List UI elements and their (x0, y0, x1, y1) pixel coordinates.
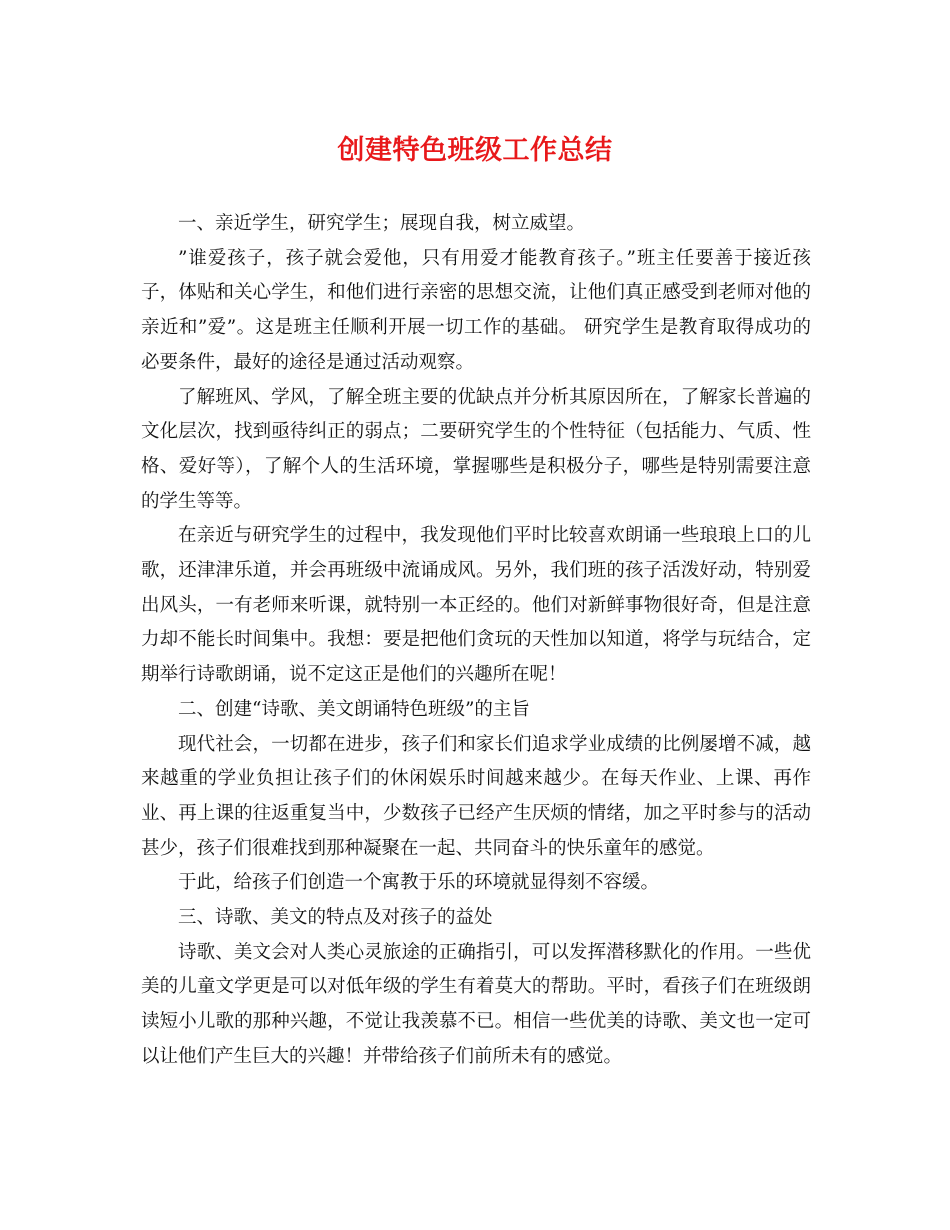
paragraph-section-3-heading: 三、诗歌、美文的特点及对孩子的益处 (178, 907, 493, 929)
document-title: 创建特色班级工作总结 (337, 135, 613, 166)
document-body (141, 207, 811, 1075)
paragraph: 于此，给孩子们创造一个寓教于乐的环境就显得刻不容缓。 (178, 872, 660, 894)
paragraph: 现代社会，一切都在进步，孩子们和家长们追求学业成绩的比例屡增不减，越来越重的学业负担让孩子们的休闲娱乐时间越来越少。在每天作业、上课、再作业、再上课的往返重复当中，少数孩子已经产生厌烦的情绪，加之平时参与的活动甚少，孩子们很难找到那种凝聚在一起、共同奋斗的快乐童年的感觉。 (141, 733, 811, 859)
paragraph-section-1-heading: 一、亲近学生，研究学生；展现自我，树立威望。 (178, 213, 586, 234)
paragraph: 在亲近与研究学生的过程中，我发现他们平时比较喜欢朗诵一些琅琅上口的儿歌，还津津乐道，并会再班级中流诵成风。另外，我们班的孩子活泼好动，特别爱出风头，一有老师来听课，就特别一本正经的。他们对新鲜事物很好奇，但是注意力却不能长时间集中。我想：要是把他们贪玩的天性加以知道，将学与玩结合，定期举行诗歌朗诵，说不定这正是他们的兴趣所在呢！ (141, 525, 811, 686)
paragraph: 诗歌、美文会对人类心灵旅途的正确指引，可以发挥潜移默化的作用。一些优美的儿童文学更是可以对低年级的学生有着莫大的帮助。平时，看孩子们在班级朗读短小儿歌的那种兴趣，不觉让我羡慕不已。相信一些优美的诗歌、美文也一定可以让他们产生巨大的兴趣！并带给孩子们前所未有的感觉。 (141, 941, 811, 1067)
paragraph: ”谁爱孩子，孩子就会爱他，只有用爱才能教育孩子。”班主任要善于接近孩子，体贴和关心学生，和他们进行亲密的思想交流，让他们真正感受到老师对他的亲近和”爱”。这是班主任顺利开展一切工作的基础。 研究学生是教育取得成功的必要条件，最好的途径是通过活动观察。 (141, 247, 811, 373)
paragraph-section-2-heading: 二、创建“诗歌、美文朗诵特色班级”的主旨 (178, 698, 530, 720)
paragraph: 了解班风、学风，了解全班主要的优缺点并分析其原因所在，了解家长普遍的文化层次，找到亟待纠正的弱点；二要研究学生的个性特征（包括能力、气质、性格、爱好等），了解个人的生活环境，掌握哪些是积极分子，哪些是特别需要注意的学生等等。 (141, 386, 811, 512)
